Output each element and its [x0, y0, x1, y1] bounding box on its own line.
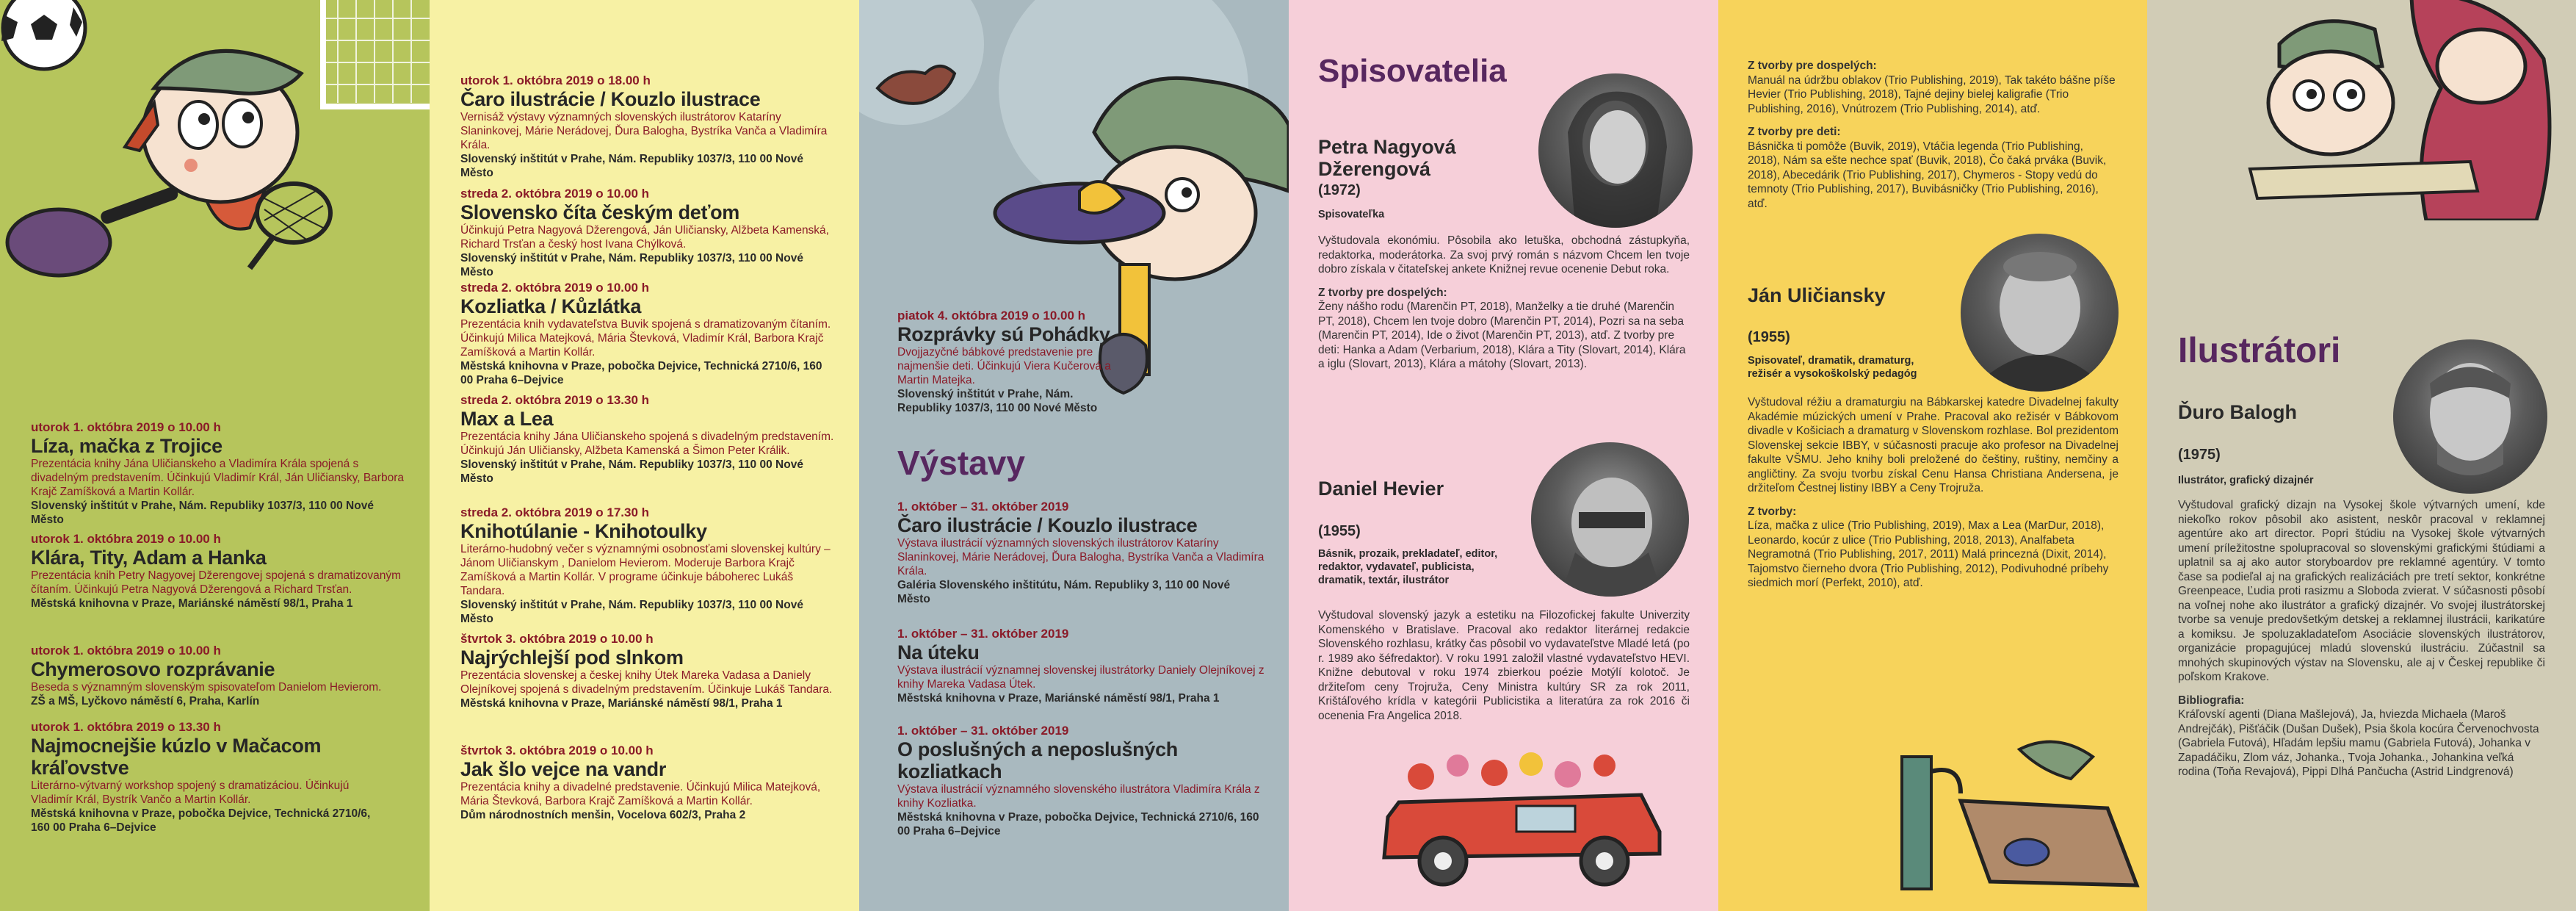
author-photo-balogh — [2393, 339, 2547, 494]
event-text: Účinkujú Petra Nagyová Džerengová, Ján Uličiansky, Alžbeta Kamenská, Richard Trsťan a český host Ivana Chýlková. — [460, 224, 829, 251]
event-location: Slovenský inštitút v Prahe, Nám. Republiky 1037/3, 110 00 Nové Město — [460, 252, 803, 278]
exhibition-text: Výstava ilustrácií významného slovenského ilustrátora Vladimíra Krála z knihy Kozliatka. — [897, 783, 1260, 810]
event-date: streda 2. októbra 2019 o 10.00 h — [460, 187, 650, 201]
author-bio — [2178, 498, 2545, 779]
event-date: utorok 1. októbra 2019 o 10.00 h — [31, 644, 221, 658]
event-date: piatok 4. októbra 2019 o 10.00 h — [897, 309, 1086, 323]
event-date: streda 2. októbra 2019 o 17.30 h — [460, 505, 650, 519]
frying-pan-illustration — [0, 176, 184, 301]
event-title: Líza, mačka z Trojice — [31, 435, 222, 457]
author-year: (1972) — [1318, 182, 1361, 198]
works-list: Líza, mačka z ulice (Trio Publishing, 2019), Max a Lea (MarDur, 2018), Leonardo, kocúr z ulice (Trio Publishing, 2018, 2013), Analfabeta Negramotná (Trio Publishing, 2017, 2011) Malá princezná (Dixit, 2014), Tajomstvo čierneho dvora (Trio Publishing, 2012), Podivuhodné príbehy siedmich morí (Perfekt, 2010), atď. — [1748, 519, 2109, 589]
event-date: utorok 1. októbra 2019 o 10.00 h — [31, 420, 221, 434]
exhibition-caro — [897, 500, 1265, 606]
author-name: Ján Uličiansky — [1748, 284, 1886, 306]
author-bio-text: Vyštudoval grafický dizajn na Vysokej škole výtvarných umení, kde niekoľko rokov pôsobil ako asistent, neskôr pracoval v reklamnej agentúre ako art director. Popri štúdiu na Vysokej škole výtvarných umení príležitostne spolupracoval so slovenskými grafickými štúdiami a uplatnil sa aj ako autor storyboardov pre reklamné agentúry. V tomto čase sa podieľal aj na grafických realizáciách pre tretí sektor, konkrétne Greenpeace, Ľudia proti rasizmu a Sloboda zvierat. V súčasnosti pôsobí na voľnej nohe ako ilustrátor a grafický dizajnér. Vo svojej ilustrátorskej tvorbe sa venuje predovšetkým detskej a reklamnej ilustrácii, karikatúre a komiksu. Je spoluzakladateľom Asociácie slovenských ilustrátorov, organizácie propagujúcej mladú slovenskú ilustráciu. Zúčastnil sa mnohých skupinových výstav na Slovensku, ale aj v Českej republike či poľskom Krakove. — [2178, 499, 2545, 683]
author-year: (1975) — [2178, 447, 2221, 463]
boy-at-pump-illustration — [1850, 727, 2144, 911]
event-location: Slovenský inštitút v Prahe, Nám. Republiky 1037/3, 110 00 Nové Město — [460, 599, 803, 625]
event-date: utorok 1. októbra 2019 o 13.30 h — [31, 720, 221, 734]
event-location: Městská knihovna v Praze, pobočka Dejvice, Technická 2710/6, 160 00 Praha 6–Dejvice — [460, 360, 822, 386]
event-date: streda 2. októbra 2019 o 10.00 h — [460, 281, 650, 295]
event-title: Chymerosovo rozprávanie — [31, 658, 275, 680]
works-heading: Z tvorby pre dospelých: — [1318, 286, 1447, 299]
event-date: utorok 1. októbra 2019 o 18.00 h — [460, 73, 651, 87]
event-text: Prezentácia knihy a divadelné predstavenie. Účinkujú Milica Matejková, Mária Števková, Barbora Krajč Zamíšková a Martin Kollár. — [460, 781, 821, 807]
panel-writers — [1289, 0, 1718, 911]
author-role: Básnik, prozaik, prekladateľ, editor, redaktor, vydavateľ, publicista, dramatik, textár, ilustrátor — [1318, 548, 1498, 586]
event-title: Knihotúlanie - Knihotoulky — [460, 520, 707, 542]
event-liza — [31, 420, 409, 527]
author-role: Ilustrátor, grafický dizajnér — [2178, 475, 2314, 486]
event-rozpravky — [897, 309, 1118, 415]
event-date: štvrtok 3. októbra 2019 o 10.00 h — [460, 743, 654, 757]
event-location: Slovenský inštitút v Prahe, Nám. Republiky 1037/3, 110 00 Nové Město — [897, 388, 1098, 414]
event-date: štvrtok 3. októbra 2019 o 10.00 h — [460, 632, 654, 646]
event-caro-vernisaz — [460, 73, 835, 180]
author-bio-text: Vyštudoval réžiu a dramaturgiu na Bábkarskej katedre Divadelnej fakulty Akadémie múzických umení v Prahe. Pracoval ako režisér v Bábkovom divadle v Košiciach a dramaturg v Slovenskom rozhlase. Bol prezidentom Slovenskej sekcie IBBY, v súčasnosti pracuje ako profesor na Divadelnej fakulte VŠMU. Jeho knihy boli preložené do češtiny, ruštiny, nemčiny a angličtiny. Za svoju tvorbu získal Cenu Hansa Christiana Andersena, je držiteľom Čestnej listiny IBBY a Ceny Trojruža. — [1748, 396, 2119, 494]
event-title: Max a Lea — [460, 408, 554, 430]
hevier-works — [1748, 59, 2119, 211]
works-adult-heading: Z tvorby pre dospelých: — [1748, 60, 1877, 72]
author-name: Ďuro Balogh — [2178, 401, 2297, 423]
writers-heading: Spisovatelia — [1318, 53, 1507, 89]
works-list: Ženy nášho rodu (Marenčin PT, 2018), Manželky a tie druhé (Marenčin PT, 2018), Chcem len tvoje dobro (Marenčin PT, 2014), Pozri sa na seba (Marenčin PT, 2014), Ide o život (Marenčin PT, 2013), atď. Z tvorby pre deti: Hanka a Adam (Verbarium, 2018), Klára a Tity (Slovart, 2014), Klára a iglu (Slovart, 2013), Klára a mátohy (Slovart, 2013). — [1318, 300, 1686, 370]
event-text: Prezentácia knih Petry Nagyovej Džerengovej spojená s dramatizovaným čítaním. Účinkujú Petra Nagyová Džerengová a Richard Trsťan. — [31, 569, 401, 596]
event-knihotulanie — [460, 505, 835, 626]
panel-exhibitions — [859, 0, 1289, 911]
author-year: (1955) — [1748, 329, 1790, 345]
author-name: Daniel Hevier — [1318, 478, 1444, 500]
exhibition-date: 1. október – 31. október 2019 — [897, 724, 1069, 738]
event-text: Vernisáž výstavy významných slovenských ilustrátorov Kataríny Slaninkovej, Márie Nerádovej, Ďura Balogha, Bystríka Vanča a Vladimíra Krála. — [460, 111, 828, 151]
author-bio — [1318, 234, 1690, 372]
car-with-flowers-illustration — [1370, 743, 1678, 890]
exhibition-date: 1. október – 31. október 2019 — [897, 627, 1069, 641]
exhibition-na-uteku — [897, 627, 1265, 705]
author-photo-nagyova — [1538, 73, 1693, 228]
soccer-ball-illustration — [0, 0, 110, 88]
exhibition-title: O poslušných a neposlušných kozliatkach — [897, 738, 1178, 782]
exhibition-kozliatka — [897, 724, 1265, 838]
exhibitions-heading: Výstavy — [897, 444, 1025, 482]
event-date: utorok 1. októbra 2019 o 10.00 h — [31, 532, 221, 546]
racket-illustration — [242, 176, 345, 272]
event-location: Městská knihovna v Praze, Mariánské náměstí 98/1, Praha 1 — [31, 597, 353, 610]
works-kids-heading: Z tvorby pre deti: — [1748, 126, 1841, 138]
exhibition-location: Městská knihovna v Praze, pobočka Dejvice, Technická 2710/6, 160 00 Praha 6–Dejvice — [897, 811, 1259, 838]
event-text: Prezentácia knihy Jána Uličianskeho spojená s divadelným predstavením. Účinkujú Ján Uličiansky, Alžbeta Kamenská a Šimon Peter Králik. — [460, 431, 834, 457]
event-kuzlo — [31, 720, 383, 835]
event-vejce — [460, 743, 835, 822]
event-location: Slovenský inštitút v Prahe, Nám. Republiky 1037/3, 110 00 Nové Město — [460, 153, 803, 179]
author-photo-hevier — [1531, 442, 1689, 597]
event-chymeros — [31, 644, 409, 708]
event-text: Literárno-hudobný večer s významnými osobnosťami slovenskej kultúry – Jánom Uličianskym , Danielom Hevierom. Moderuje Barbora Krajč Zamíšková a Martin Kollár. V programe účinkuje báboherec Lukáš Tandara. — [460, 543, 831, 597]
event-title: Najmocnejšie kúzlo v Mačacom kráľovstve — [31, 735, 322, 779]
author-role: Spisovateľka — [1318, 209, 1385, 220]
exhibition-text: Výstava ilustrácií významných slovenských ilustrátorov Kataríny Slaninkovej, Márie Nerádovej, Ďura Balogha, Bystríka Vanča a Vladimíra Krála. — [897, 537, 1265, 577]
event-text: Prezentácia knihy Jána Uličianskeho a Vladimíra Krála spojená s divadelným predstavením. Účinkujú Vladimír Král, Ján Uličiansky, Barbora Krajč Zamíšková a Martin Kollár. — [31, 458, 404, 498]
event-text: Literárno-výtvarný workshop spojený s dramatizáciou. Účinkujú Vladimír Král, Bystrík Vančo a Martin Kollár. — [31, 779, 350, 806]
event-title: Rozprávky sú Pohádky — [897, 323, 1110, 345]
event-location: Slovenský inštitút v Prahe, Nám. Republiky 1037/3, 110 00 Nové Město — [460, 458, 803, 485]
author-bio-text: Vyštudoval slovenský jazyk a estetiku na Filozofickej fakulte Univerzity Komenského v Bratislave. Pracoval ako redaktor literárnej redakcie Slovenského rozhlasu, krátky čas pôsobil vo vydavateľstve Mladé letá (po r. 1989 ako šéfredaktor). V roku 1991 založil vlastné vydavateľstvo HEVI. Knižne debutoval v roku 1974 zbierkou poézie Motýlí kolotoč. Je držiteľom ceny Trojruža, Ceny Ministra kultúry SR za rok 2011, Krištáľového krídla v kategórii Publicistika a literatúra za rok 2016 či ocenenia Fra Angelica 2018. — [1318, 609, 1690, 722]
event-location: Slovenský inštitút v Prahe, Nám. Republiky 1037/3, 110 00 Nové Město — [31, 500, 374, 526]
author-photo-ulициansky — [1961, 234, 2119, 392]
event-title: Čaro ilustrácie / Kouzlo ilustrace — [460, 88, 761, 110]
event-title: Klára, Tity, Adam a Hanka — [31, 547, 267, 569]
event-date: streda 2. októbra 2019 o 13.30 h — [460, 393, 650, 407]
event-klara — [31, 532, 409, 611]
event-location: Městská knihovna v Praze, pobočka Dejvice, Technická 2710/6, 160 00 Praha 6–Dejvice — [31, 807, 371, 834]
exhibition-date: 1. október – 31. október 2019 — [897, 500, 1069, 514]
event-text: Prezentácia knih vydavateľstva Buvik spojená s dramatizovaným čítaním. Účinkujú Milica Matejková, Mária Števková, Vladimír Král, Barbora Krajč Zamíšková a Martin Kollár. — [460, 318, 831, 359]
author-bio-text: Vyštudovala ekonómiu. Pôsobila ako letuška, obchodná zástupkyňa, redaktorka, moderátorka. Za svoj prvý román s názvom Chcem len tvoje dobro získala v čitateľskej ankete Knižnej revue ocenenie Debut roka. — [1318, 234, 1690, 276]
exhibition-location: Městská knihovna v Praze, Mariánské náměstí 98/1, Praha 1 — [897, 692, 1220, 705]
exhibition-location: Galéria Slovenského inštitútu, Nám. Republiky 3, 110 00 Nové Město — [897, 579, 1231, 605]
event-location: Městská knihovna v Praze, Mariánské náměstí 98/1, Praha 1 — [460, 697, 783, 710]
works-heading: Z tvorby: — [1748, 505, 1797, 518]
author-name: Petra Nagyová Džerengová — [1318, 136, 1456, 180]
author-year: (1955) — [1318, 523, 1361, 539]
works-kids-list: Básnička ti pomôže (Buvik, 2019), Vtáčia legenda (Trio Publishing, 2018), Nám sa ešte nechce spať (Buvik, 2018), Čo čaká prváka (Buvik, 2018), Abecedárik (Trio Publishing, 2017), Chymeros - Stopy vedú do temnoty (Trio Publishing, 2017), Buvibásničky (Trio Publishing, 2016), atď. — [1748, 140, 2107, 210]
author-bio — [1748, 395, 2119, 591]
event-title: Jak šlo vejce na vandr — [460, 758, 667, 780]
exhibition-text: Výstava ilustrácií významnej slovenskej ilustrátorky Daniely Olejníkovej z knihy Mareka Vadasa Útek. — [897, 664, 1265, 691]
event-title: Kozliatka / Kůzlátka — [460, 295, 642, 317]
event-location: Dům národnostních menšin, Vocelova 602/3, Praha 2 — [460, 809, 746, 821]
event-max-a-lea — [460, 393, 835, 486]
author-role: Spisovateľ, dramatik, dramaturg, režisér a vysokoškolský pedagóg — [1748, 355, 1917, 380]
panel-events-2 — [430, 0, 859, 911]
event-location: ZŠ a MŠ, Lyčkovo náměstí 6, Praha, Karlín — [31, 695, 260, 707]
works-adult-list: Manuál na údržbu oblakov (Trio Publishing, 2019), Tak takéto bášne píše Hevier (Trio Publishing, 2018), Tajné dejiny bielej kaligrafie (Trio Publishing, 2016), Vnútrozem (Trio Publishing, 2014), atď. — [1748, 73, 2116, 115]
event-najrychlejsi — [460, 632, 835, 710]
event-title: Najrýchlejší pod slnkom — [460, 647, 684, 669]
panel-events-1 — [0, 0, 430, 911]
exhibition-title: Na úteku — [897, 641, 980, 663]
event-slovensko-cita — [460, 187, 835, 279]
panel-illustrators — [2147, 0, 2576, 911]
event-text: Dvojjazyčné bábkové predstavenie pre najmenšie deti. Účinkujú Viera Kučerová a Martin Matejka. — [897, 346, 1111, 386]
event-title: Slovensko číta českým deťom — [460, 201, 740, 223]
panel-writers-continued — [1718, 0, 2147, 911]
kids-characters-illustration — [2191, 0, 2576, 220]
event-text: Prezentácia slovenskej a českej knihy Útek Mareka Vadasa a Daniely Olejníkovej spojená s divadelným predstavením. Účinkuje Lukáš Tandara. — [460, 669, 833, 696]
event-kozliatka — [460, 281, 835, 387]
exhibition-title: Čaro ilustrácie / Kouzlo ilustrace — [897, 514, 1198, 536]
goal-net-illustration — [316, 0, 430, 132]
event-text: Beseda s významným slovenským spisovateľom Danielom Hevierom. — [31, 681, 382, 694]
works-heading: Bibliografia: — [2178, 694, 2245, 707]
illustrators-heading: Ilustrátori — [2178, 331, 2341, 370]
works-list: Kráľovskí agenti (Diana Mašlejová), Ja, hviezda Michaela (Maroš Andrejčák), Pišťáčik (Dušan Dušek), Psia škola kocúra Červenochvosta (Gabriela Futová), Hľadám lepšiu mamu (Gabriela Futová), Johanka v Zapadáčiku, Zlom váz, Johanka., Tvoja Johanka., Johankina veľká rodina (Toňa Revajová), Pippi Dlhá Pančucha (Astrid Lindgrenová) — [2178, 708, 2539, 778]
